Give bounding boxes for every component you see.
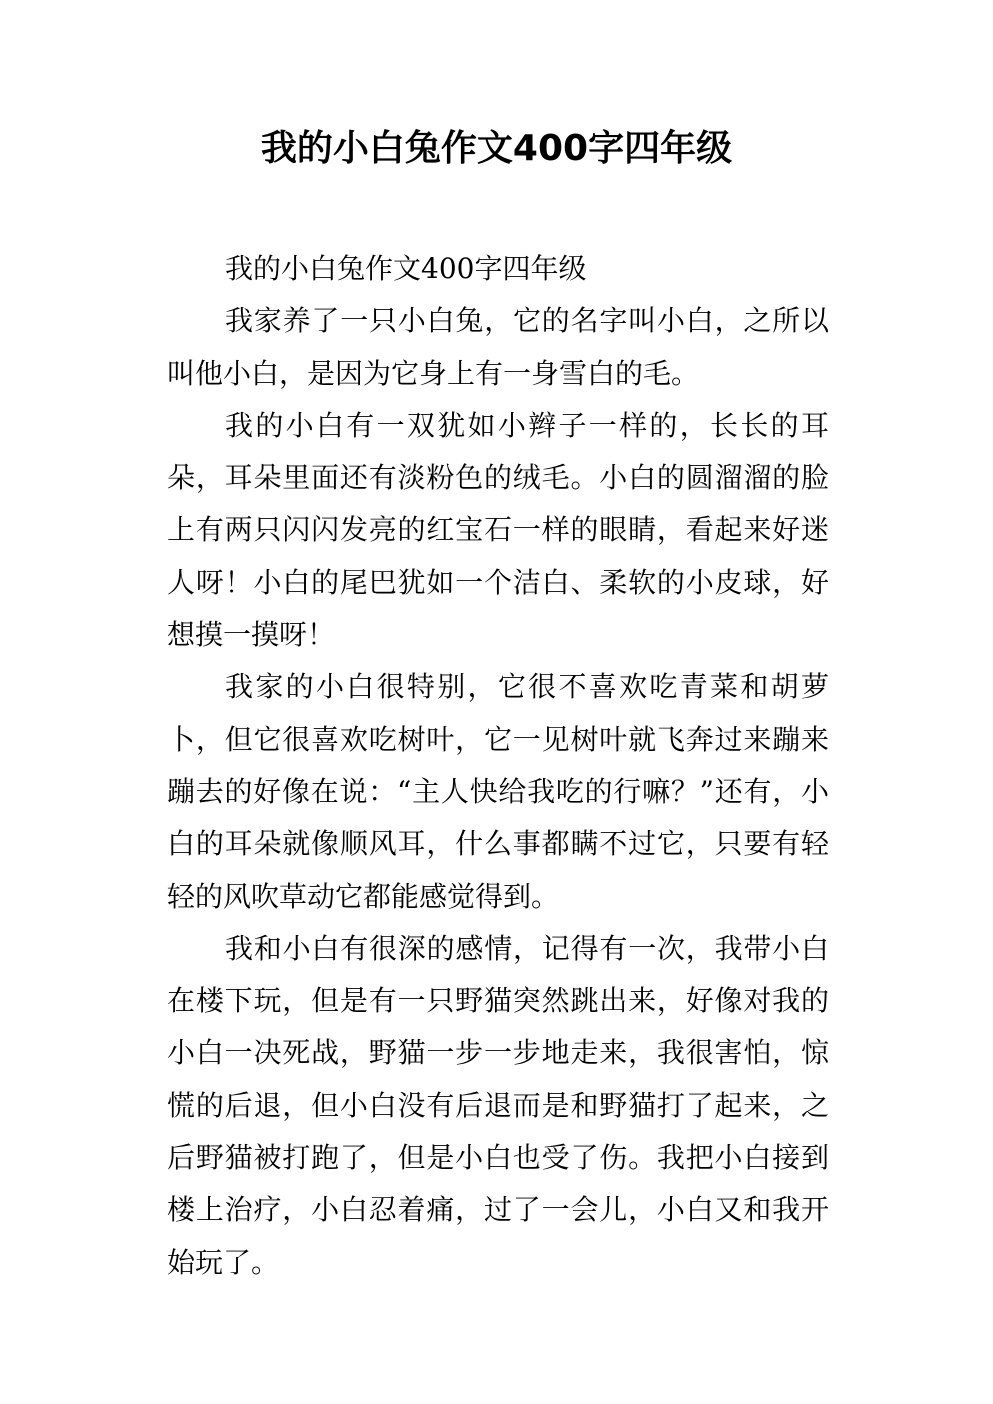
subtitle-paragraph: 我的小白兔作文400字四年级 [225,252,587,285]
paragraph-appearance: 我的小白有一双犹如小辫子一样的，长长的耳朵，耳朵里面还有淡粉色的绒毛。小白的圆溜溜的脸上有两只闪闪发亮的红宝石一样的眼睛，看起来好迷人呀！小白的尾巴犹如一个洁白、柔软的小皮球，好想摸一摸呀！ [167,408,829,652]
paragraph-habits: 我家的小白很特别，它很不喜欢吃青菜和胡萝卜，但它很喜欢吃树叶，它一见树叶就飞奔过来蹦来蹦去的好像在说：“主人快给我吃的行嘛？”还有，小白的耳朵就像顺风耳，什么事都瞒不过它，只要有轻轻的风吹草动它都能感觉得到。 [167,670,829,913]
paragraph-intro: 我家养了一只小白兔，它的名字叫小白，之所以叫他小白，是因为它身上有一身雪白的毛。 [167,304,829,390]
paragraph-story: 我和小白有很深的感情，记得有一次，我带小白在楼下玩，但是有一只野猫突然跳出来，好像对我的小白一决死战，野猫一步一步地走来，我很害怕，惊慌的后退，但小白没有后退而是和野猫打了起来，之后野猫被打跑了，但是小白也受了伤。我把小白接到楼上治疗，小白忍着痛，过了一会儿，小白又和我开始玩了。 [167,931,829,1279]
document-title: 我的小白兔作文400字四年级 [260,128,733,169]
document-body [167,243,829,1289]
